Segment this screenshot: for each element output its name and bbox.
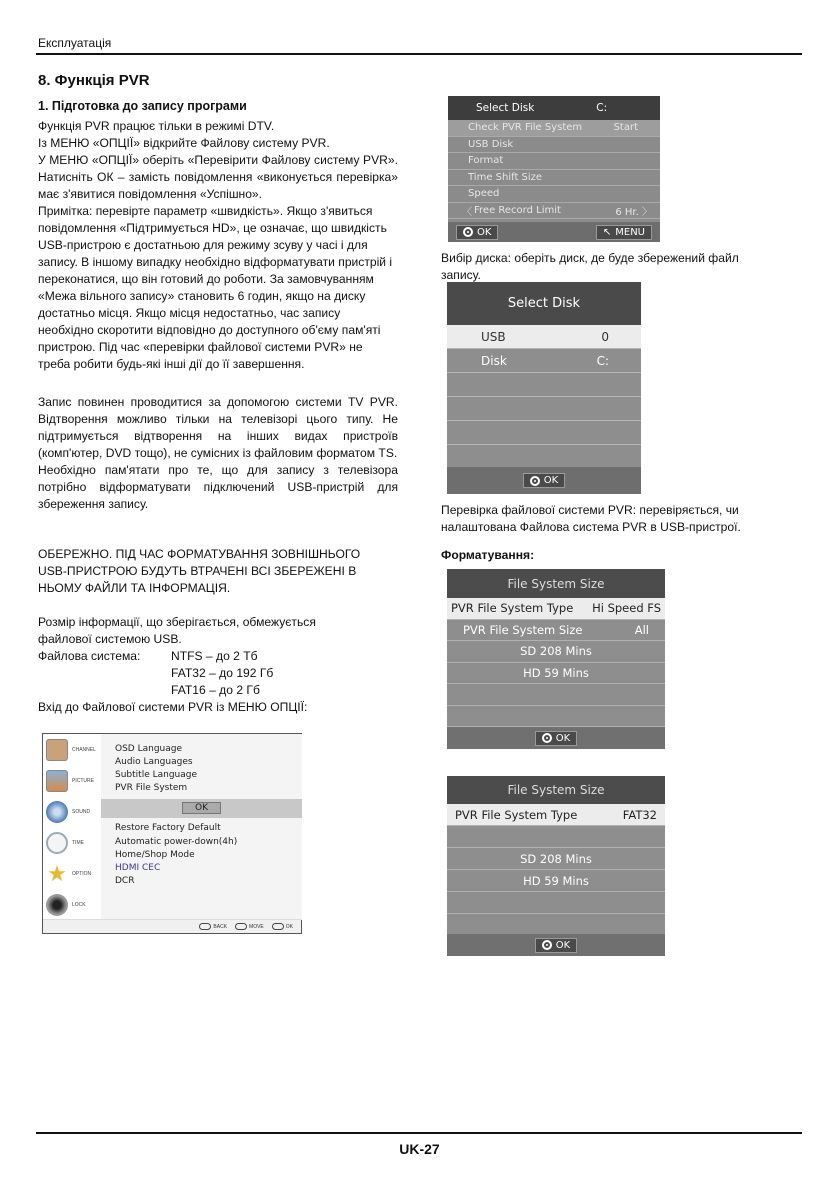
ok-button[interactable] [535, 731, 577, 746]
chevron-right-icon[interactable]: 〉 [642, 206, 652, 218]
row-hd-duration: HD 59 Mins [447, 663, 665, 685]
fs-value: NTFS – до 2 Тб [171, 649, 258, 663]
picture-icon [46, 770, 68, 792]
lock-icon [46, 894, 68, 916]
sound-icon [46, 801, 68, 823]
file-system-size-screen-hispeed [447, 569, 665, 749]
caption-check-pvr: Перевірка файлової системи PVR: перевіряється, чи налаштована Файлова система PVR в USB-пристрої. [441, 503, 741, 534]
menu-item-pvr-file-system[interactable]: PVR File System [115, 783, 188, 794]
fs-label: Файлова система: [38, 649, 141, 663]
empty-row [447, 892, 665, 914]
dpad-icon [235, 923, 247, 930]
ok-icon [463, 227, 473, 237]
menu-item-subtitle-language[interactable]: Subtitle Language [115, 769, 198, 780]
row-value: FAT32 [622, 807, 657, 822]
option-icon: ★ [47, 860, 67, 886]
row-label: PVR File System Type [451, 601, 574, 616]
row-value: Hi Speed FS [592, 601, 661, 616]
ok-label: OK [555, 939, 571, 951]
menu-ok-bar [101, 799, 302, 818]
text-line: Із МЕНЮ «ОПЦІЇ» відкрийте Файлову систему PVR. [38, 136, 330, 150]
intro-paragraph [38, 118, 398, 373]
empty-row [447, 826, 665, 848]
warning-text: ОБЕРЕЖНО. ПІД ЧАС ФОРМАТУВАННЯ ЗОВНІШНЬОГО USB-ПРИСТРОЮ БУДУТЬ ВТРАЧЕНІ ВСІ ЗБЕРЕЖЕНІ В НЬОМУ ФАЙЛИ ТА ІНФОРМАЦІЯ. [38, 547, 361, 595]
row-pvr-file-system-type[interactable] [447, 598, 665, 620]
screen-title: Select Disk [476, 102, 535, 114]
file-system-list [38, 648, 398, 699]
row-value: Start [613, 122, 638, 134]
row-pvr-file-system-size[interactable] [447, 620, 665, 642]
sidebar-item-label: CHANNEL [72, 746, 96, 753]
row-label: Free Record Limit [474, 204, 561, 216]
sidebar-item-channel[interactable] [43, 734, 101, 765]
menu-item-automatic-power-down[interactable]: Automatic power-down(4h) [115, 836, 238, 847]
back-control [199, 923, 227, 930]
menu-options-list [101, 734, 302, 920]
size-info-text: Розмір інформації, що зберігається, обмежується файлової системою USB. [38, 615, 316, 646]
entry-text: Вхід до Файлової системи PVR із МЕНЮ ОПЦІЇ: [38, 700, 308, 714]
sidebar-item-label: LOCK [72, 901, 86, 908]
text-line: Запис повинен проводитися за допомогою системи TV PVR. Відтворення можливо тільки на телевізорі цього типу. Не підтримується відтворення на інших видах пристроїв (комп'ютер, DVD тощо), не сумісних із файловим форматом TS. [38, 395, 398, 460]
row-label: PVR File System Type [455, 807, 578, 822]
ok-control [272, 923, 293, 930]
file-system-size-screen-fat32 [447, 776, 665, 956]
row-value: 0 [601, 329, 609, 344]
header-divider [36, 53, 802, 55]
menu-ok-button[interactable]: OK [182, 802, 221, 814]
menu-item-home-shop-mode[interactable]: Home/Shop Mode [115, 849, 195, 860]
menu-label: MENU [615, 226, 645, 238]
sidebar-item-label: SOUND [72, 808, 91, 815]
screen-footer [447, 727, 665, 749]
sidebar-item-label: TIME [72, 839, 84, 846]
row-check-pvr-file-system[interactable] [448, 120, 660, 137]
screen-title-value: C: [596, 102, 608, 114]
page-header-title: Експлуатація [38, 36, 112, 50]
row-value: 6 Hr. 〉 [615, 206, 652, 218]
subsection-title: 1. Підготовка до запису програми [38, 99, 247, 113]
screen-title: File System Size [447, 569, 665, 598]
menu-item-restore-factory-default[interactable]: Restore Factory Default [115, 823, 221, 834]
row-disk[interactable] [447, 349, 641, 373]
text-line: У МЕНЮ «ОПЦІЇ» оберіть «Перевірити Файлову систему PVR». Натисніть ОК – замість повідомлення «виконується перевірка» має з'явитися повідомлення «Успішно». [38, 153, 398, 201]
pvr-file-system-screen [448, 96, 660, 242]
move-control [235, 923, 264, 930]
screen-footer [447, 934, 665, 956]
fs-value: FAT16 – до 2 Гб [171, 683, 260, 697]
menu-item-osd-language[interactable]: OSD Language [115, 743, 183, 754]
menu-arrow-icon: ↖ [602, 226, 612, 238]
recording-paragraph [38, 394, 398, 513]
menu-item-audio-languages[interactable]: Audio Languages [115, 756, 193, 767]
row-value: All [634, 622, 649, 637]
page-number: UK-27 [399, 1141, 440, 1157]
footer-divider [36, 1132, 802, 1134]
screen-title: File System Size [447, 776, 665, 804]
empty-row [447, 706, 665, 728]
row-label: USB Disk [468, 138, 514, 150]
row-value: C: [596, 353, 609, 368]
row-label: Disk [481, 353, 507, 368]
row-free-record-limit[interactable] [448, 203, 660, 220]
chevron-left-icon[interactable]: 〈 [462, 206, 472, 218]
ok-label: OK [477, 226, 492, 238]
text-line: Необхідно пам'ятати про те, що для запису з телевізора потрібно відформатувати підключений USB-пристрій для збереження запису. [38, 463, 398, 511]
channel-icon [46, 739, 68, 761]
menu-item-hdmi-cec[interactable]: HDMI CEC [115, 862, 161, 873]
screen-footer [447, 467, 641, 494]
row-usb[interactable] [447, 325, 641, 349]
row-label: PVR File System Size [463, 622, 583, 637]
row-hd-duration: HD 59 Mins [447, 870, 665, 892]
row-label: Format [468, 155, 504, 167]
ok-button[interactable] [456, 225, 498, 240]
empty-row [447, 397, 641, 421]
menu-sidebar [43, 734, 101, 920]
row-label: Speed [468, 188, 500, 200]
section-title: 8. Функція PVR [38, 72, 150, 89]
sidebar-item-sound[interactable] [43, 796, 101, 827]
sidebar-item-picture[interactable] [43, 765, 101, 796]
fs-value: FAT32 – до 192 Гб [171, 666, 274, 680]
caption-select-disk: Вибір диска: оберіть диск, де буде збережений файл запису. [441, 251, 739, 282]
menu-footer [43, 919, 301, 933]
ok-button[interactable] [523, 473, 565, 488]
back-label: BACK [213, 923, 228, 930]
ok-icon [542, 733, 552, 743]
row-pvr-file-system-type[interactable] [447, 804, 665, 826]
menu-item-dcr[interactable]: DCR [115, 876, 135, 887]
ok-button[interactable] [535, 938, 577, 953]
empty-row [447, 914, 665, 936]
row-time-shift-size[interactable] [448, 170, 660, 187]
options-menu-screenshot [42, 733, 302, 934]
empty-row [447, 421, 641, 445]
row-usb-disk[interactable] [448, 137, 660, 154]
empty-row [447, 684, 665, 706]
row-label: USB [481, 329, 506, 344]
ok-label: OK [285, 923, 293, 930]
menu-key-icon [199, 923, 211, 930]
text-line: Функція PVR працює тільки в режимі DTV. [38, 119, 275, 133]
row-sd-duration: SD 208 Mins [447, 641, 665, 663]
sidebar-item-label: OPTION [72, 870, 92, 877]
ok-icon [530, 476, 540, 486]
screen-footer [448, 222, 660, 242]
time-icon [46, 832, 68, 854]
row-label: Time Shift Size [468, 171, 543, 183]
format-title: Форматування: [441, 548, 535, 562]
row-speed[interactable] [448, 186, 660, 203]
select-disk-screen [447, 282, 641, 494]
sidebar-item-label: PICTURE [72, 777, 94, 784]
text-line: Примітка: перевірте параметр «швидкість». Якщо з'явиться повідомлення «Підтримується HD», це означає, що швидкість USB-пристрою є достатньою для режиму зсуву у часі і для запису. В іншому випадку необхідно відформатувати пристрій і переконатися, що він готовий до роботи. За замовчуванням «Межа вільного запису» становить 6 годин, якщо на диску достатньо місця. Якщо місця недостатньо, час запису необхідно скоротити відповідно до доступного об'єму пам'яті пристрою. Під час «перевірки файлової системи PVR» не треба робити будь-які інші дії до її завершення. [38, 204, 393, 371]
menu-button[interactable] [596, 225, 652, 240]
ok-label: OK [555, 732, 571, 744]
sidebar-item-lock[interactable] [43, 889, 101, 920]
row-label: Check PVR File System [468, 122, 583, 134]
empty-row [447, 445, 641, 469]
empty-row [447, 373, 641, 397]
sidebar-item-time[interactable] [43, 827, 101, 858]
screen-title: Select Disk [447, 282, 641, 325]
sidebar-item-option[interactable] [43, 858, 101, 889]
ok-icon [542, 940, 552, 950]
row-format[interactable] [448, 153, 660, 170]
move-label: MOVE [249, 923, 264, 930]
row-sd-duration: SD 208 Mins [447, 848, 665, 870]
ok-key-icon [272, 923, 284, 930]
screen-header [448, 96, 660, 120]
ok-label: OK [543, 475, 559, 486]
